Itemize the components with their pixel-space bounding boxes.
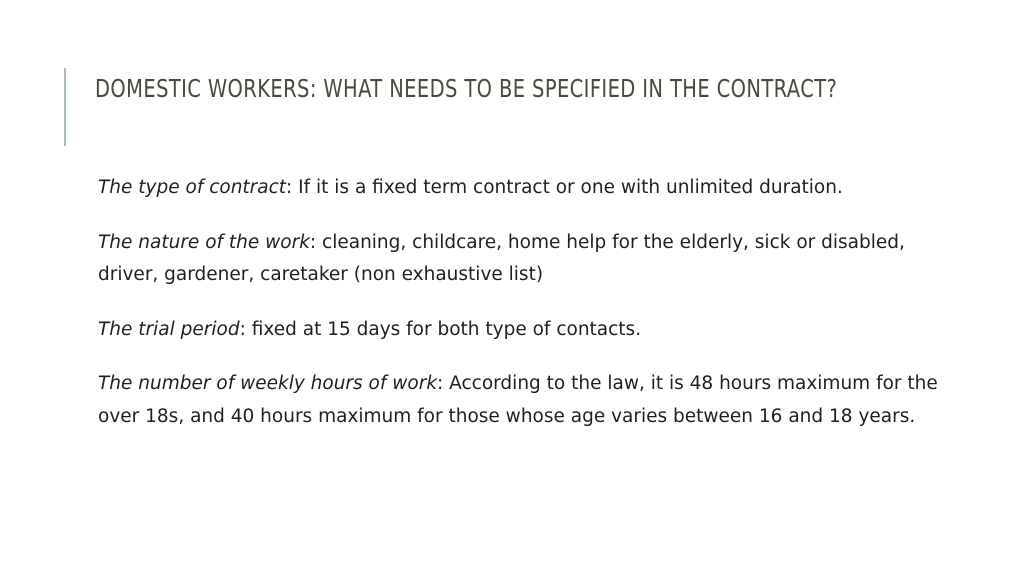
- slide-body: [98, 172, 938, 455]
- paragraph-trial-period: [98, 314, 938, 347]
- accent-bar: [64, 68, 66, 146]
- text-trial-period: : fixed at 15 days for both type of contacts.: [239, 318, 642, 340]
- term-trial-period: The trial period: [98, 318, 240, 340]
- text-nature-of-work: : cleaning, childcare, home help for the elderly, sick or disabled, driver, gardener, caretaker (non exhaustive list): [98, 231, 905, 285]
- paragraph-contract-type: [98, 172, 938, 205]
- paragraph-nature-of-work: [98, 227, 938, 292]
- term-contract-type: The type of contract: [98, 177, 287, 198]
- text-contract-type: : If it is a fixed term contract or one with unlimited duration.: [286, 177, 843, 198]
- term-weekly-hours: The number of weekly hours of work: [98, 373, 438, 394]
- slide-title: DOMESTIC WORKERS: WHAT NEEDS TO BE SPECIFIED IN THE CONTRACT?: [95, 74, 838, 103]
- text-weekly-hours: : According to the law, it is 48 hours maximum for the over 18s, and 40 hours maximum for those whose age varies between 16 and 18 years.: [98, 373, 938, 427]
- term-nature-of-work: The nature of the work: [98, 231, 310, 253]
- paragraph-weekly-hours: [98, 368, 938, 433]
